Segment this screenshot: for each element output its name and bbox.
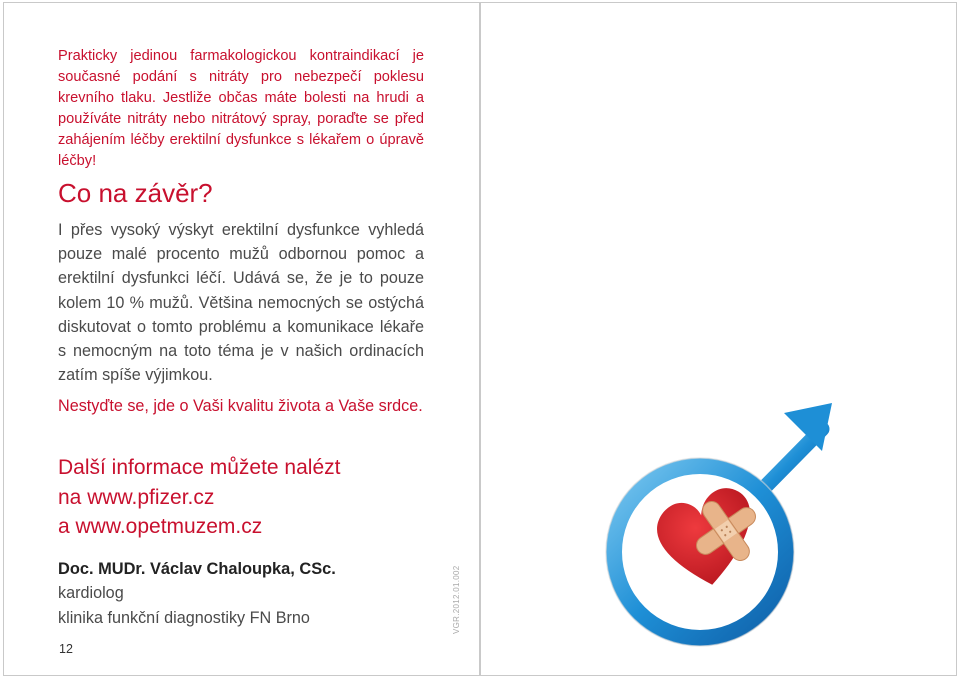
author-name: Doc. MUDr. Václav Chaloupka, CSc. [58,560,336,578]
author-block [58,557,438,631]
author-role: kardiolog [58,584,124,602]
opetmuzem-link[interactable]: a www.opetmuzem.cz [58,515,263,538]
call-to-action: Nestyďte se, jde o Vaši kvalitu života a Vaše srdce. [58,397,423,415]
pfizer-link[interactable]: na www.pfizer.cz [58,485,215,509]
more-info-block [58,453,438,542]
page-number: 12 [59,642,73,656]
more-info-line: Další informace můžete nalézt [58,456,341,479]
male-symbol-heart-bandage-icon [600,395,840,655]
contraindication-warning: Prakticky jedinou farmakologickou kontraindikací je současné podání s nitráty pro nebezpečí poklesu krevního tlaku. Jestliže občas máte bolesti na hrudi a používáte nitráty nebo nitrátový spray, poraďte se před zahájením léčby erektilní dysfunkce s lékařem o úpravě léčby! [58,48,424,169]
document-code: VGR.2012.01.002 [452,565,461,634]
conclusion-paragraph: I přes vysoký výskyt erektilní dysfunkce vyhledá pouze malé procento mužů odbornou pomoc a erektilní dysfunkci léčí. Udává se, že je to pouze kolem 10 % mužů. Většina nemocných se ostýchá diskutovat o tomto problému a komunikace lékaře s nemocným na toto téma je v našich ordinacích zatím spíše výjimkou. [58,221,424,385]
conclusion-heading: Co na závěr? [58,178,213,208]
author-workplace: klinika funkční diagnostiky FN Brno [58,609,310,627]
